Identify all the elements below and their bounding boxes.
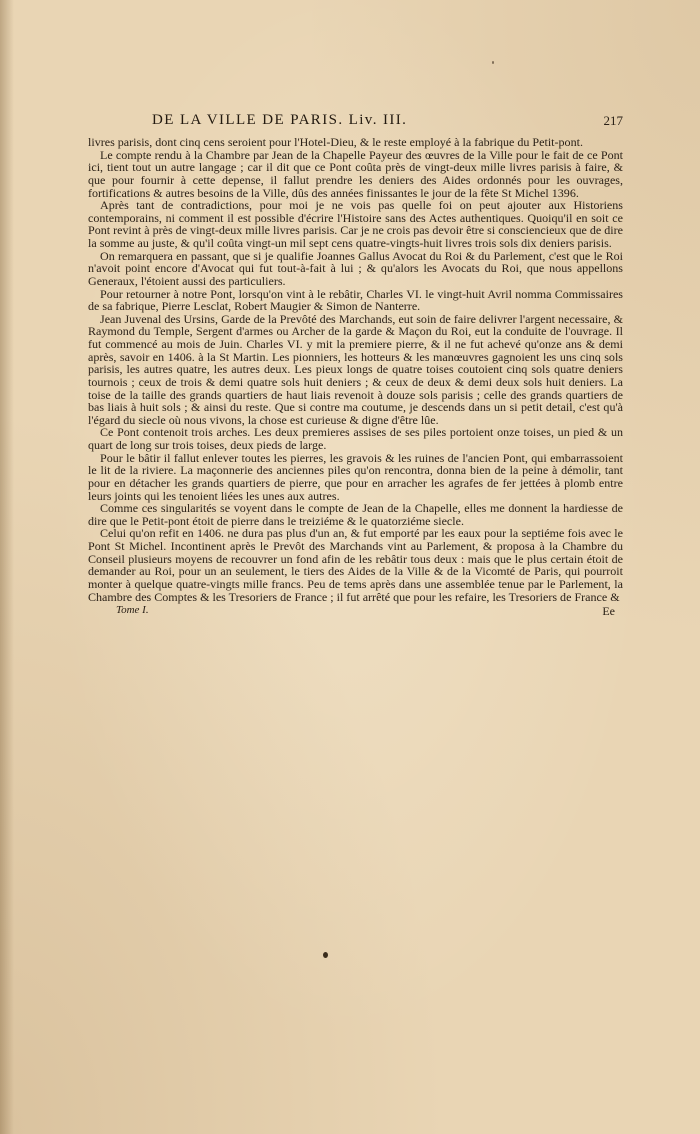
text-block bbox=[88, 112, 623, 620]
running-head bbox=[88, 112, 623, 136]
page-footer bbox=[88, 604, 623, 620]
running-title: DE LA VILLE DE PARIS. Liv. III. bbox=[152, 112, 408, 128]
page-gutter-shadow bbox=[0, 0, 14, 1134]
paragraph: Ce Pont contenoit trois arches. Les deux premieres assises de ses piles portoient onze toises, un pied & un quart de long sur trois toises, deux pieds de large. bbox=[88, 425, 623, 452]
ink-spot bbox=[323, 952, 328, 958]
paragraph: Pour retourner à notre Pont, lorsqu'on vint à le rebâtir, Charles VI. le vingt-huit Avril nomma Commissaires de sa fabrique, Pierre Lesclat, Robert Maugier & Simon de Nanterre. bbox=[88, 286, 623, 314]
paragraph: Jean Juvenal des Ursins, Garde de la Prevôté des Marchands, eut soin de faire delivrer l'argent necessaire, & Raymond du Temple, Sergent d'armes ou Archer de la garde & Maçon du Roi, eut la conduite de l'ouvrage. Il fut commencé au mois de Juin. Charles VI. y mit la premiere pierre, & il ne fut achevé qu'onze ans & demi après, savoir en 1406. à la St Martin. Les pionniers, les hotteurs & les manœuvres gagnoient les uns cinq sols parisis, les autres quatre, les autres deux. Les pieux longs de quatre toises coutoient cinq sols quatre deniers tournois ; ceux de trois & demi quatre sols huit deniers ; & ceux de deux & demi deux sols huit deniers. La toise de la taille des grands quartiers de haut liais revenoit à douze sols parisis ; celle des grands quartiers de bas liais à huit sols ; & ainsi du reste. Que si contre ma coutume, je descends dans un si petit detail, c'est qu'à l'égard du siecle où nous vivons, la chose est curieuse & digne d'être lûe. bbox=[88, 311, 623, 427]
paragraph: Après tant de contradictions, pour moi je ne vois pas quelle foi on peut ajouter aux Historiens contemporains, ni comment il est possible d'écrire l'Histoire sans des Actes authentiques. Quoiqu'il en soit ce Pont revint à près de vingt-deux mille livres parisis. Car je ne crois pas devoir être si consciencieux que de dire la somme au juste, & qu'il coûta vingt-un mil sept cens quatre-vingts-huit livres trois sols dix deniers parisis. bbox=[88, 198, 623, 250]
paragraph: Celui qu'on refit en 1406. ne dura pas plus d'un an, & fut emporté par les eaux pour la septiéme fois avec le Pont St Michel. Incontinent après le Prevôt des Marchands vint au Parlement, & proposa à la Chambre du Conseil plusieurs moyens de recouvrer un fond afin de les rebâtir tous deux : mais que le plus certain étoit de demander au Roi, pour un an seulement, le tiers des Aides de la Ville & de la Vicomté de Paris, qui pourroit monter à quelque quatre-vingts mille francs. Peu de tems après dans une assemblée tenue par le Parlement, la Chambre des Comptes & les Tresoriers de France ; il fut arrêté que pour les refaire, les Tresoriers de France & bbox=[88, 526, 623, 604]
body-text bbox=[88, 136, 623, 603]
paragraph: Pour le bâtir il fallut enlever toutes les pierres, les gravois & les ruines de l'ancien Pont, qui embarrassoient le lit de la riviere. La maçonnerie des anciennes piles qu'on rencontra, donna bien de la peine à démolir, tant pour en détacher les grands quartiers de pierre, que pour en arracher les agrafes de fer jettées à plomb entre leurs joints qui les tenoient liées les unes aux autres. bbox=[88, 450, 623, 503]
paragraph: livres parisis, dont cinq cens seroient pour l'Hotel-Dieu, & le reste employé à la fabrique du Petit-pont. bbox=[88, 135, 583, 149]
paragraph: Comme ces singularités se voyent dans le compte de Jean de la Chapelle, elles me donnent la hardiesse de dire que le Petit-pont étoit de pierre dans le treiziéme & le quatorziéme siecle. bbox=[88, 501, 623, 528]
paragraph: On remarquera en passant, que si je qualifie Joannes Gallus Avocat du Roi & du Parlement, c'est que le Roi n'avoit point encore d'Avocat qui fut tout-à-fait à lui ; & qu'alors les Avocats du Roi, que nous appellons Generaux, l'étoient aussi des particuliers. bbox=[88, 248, 623, 288]
ink-spot bbox=[492, 61, 494, 64]
signature-volume: Tome I. bbox=[116, 604, 149, 617]
paragraph: Le compte rendu à la Chambre par Jean de la Chapelle Payeur des œuvres de la Ville pour le fait de ce Pont ici, tient tout un autre langage ; car il dit que ce Pont coûta près de vingt-deux mille livres parisis à faire, & que pour fournir à cette depense, il fallut prendre les deniers des Aides ordonnés pour les ouvrages, fortifications & autres besoins de la Ville, dûs des années finissantes le jour de la fête St Michel 1396. bbox=[88, 147, 623, 200]
page-number: 217 bbox=[603, 113, 623, 128]
signature-mark: Ee bbox=[602, 604, 615, 619]
